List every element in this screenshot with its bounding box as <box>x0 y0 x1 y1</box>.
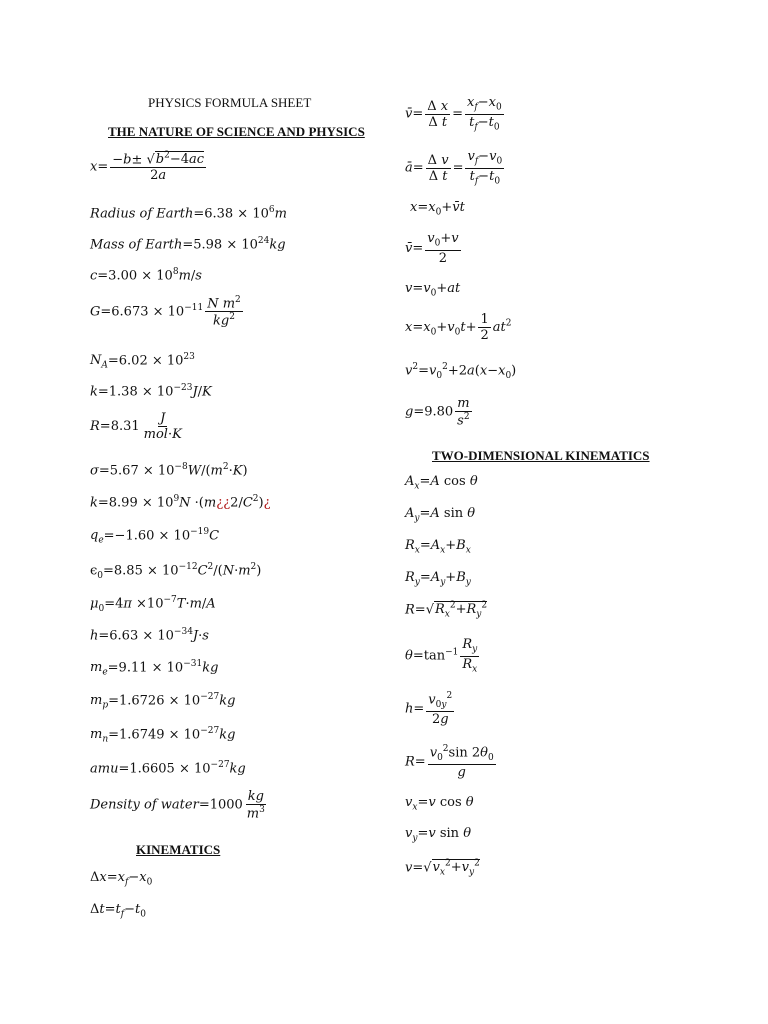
radius-label: Radius of Earth <box>90 206 194 222</box>
vx-component: $v_x=v$ cos θ <box>405 795 474 813</box>
atomic-mass-unit: $amu=1.6605 \times 10^{-27}kg$ <box>90 760 246 777</box>
velocity-at: $v=v_0+at$ <box>405 281 461 299</box>
mass-label: Mass of Earth <box>90 237 183 253</box>
ax-component: $A_x=A$ cos θ <box>405 474 478 492</box>
ay-component: $A_y=A$ sin θ <box>405 506 476 524</box>
rx-sum: $R_x=A_x+B_x$ <box>405 538 471 556</box>
neutron-mass: $m_n=1.6749 \times 10^{-27}kg$ <box>90 726 236 745</box>
gravity-acceleration: g=9.80 $\frac{m}{s^2}$ <box>405 396 470 429</box>
coulomb-constant: $k=8.99 \times 10^9N$ $\cdot(m¿¿2/C^2)¿$ <box>90 494 271 511</box>
position-vt: $x=x_0+v̄t$ <box>410 200 465 218</box>
page-title: PHYSICS FORMULA SHEET <box>148 95 312 110</box>
resultant-magnitude: $R=√R_x^2+R_y^2$ <box>405 601 488 620</box>
permeability: $\mu_0=4\pi \times 10^{-7}T\cdot m/A$ <box>90 595 216 614</box>
speed-of-light: $c=3.00 \times 10^8m/s$ <box>90 267 202 284</box>
range: R= $\frac{v_0^2\sin 2\theta_0}{g}$ <box>405 744 494 780</box>
gravitational-constant: $G=6.673 \times 10^{-11}$ $\frac{N m^2}{kg^2}$ <box>90 295 241 329</box>
heading-kinematics: KINEMATICS <box>136 842 221 857</box>
quadratic-formula: x= $\frac{-b\pm √b^2-4ac}{2a}$ <box>90 151 205 184</box>
avg-velocity-mean: v̄= $\frac{v_0+v}{2}$ <box>405 231 459 266</box>
boltzmann-constant: $k=1.38 \times 10^{-23}J/K$ <box>90 383 212 400</box>
electron-charge: $q_e=-1.60 \times 10^{-19}C$ <box>90 527 220 546</box>
displacement: $\Delta x=x_f-x_0$ <box>90 870 153 888</box>
resultant-angle: $\theta=\tan^{-1}$ $\frac{R_y}{R_x}$ <box>405 637 478 675</box>
avg-velocity: v̄= $\frac{\text{Δ x}}{\text{Δ t}}$ = $\frac{x_f-x_0}{t_f-t_0}$ <box>405 95 502 133</box>
position-quadratic: $x=x_0+v_0t+$ $\frac{1}{2}$ $at^2$ <box>405 312 512 343</box>
ry-sum: $R_y=A_y+B_y$ <box>405 570 471 588</box>
vy-component: $v_y=v$ sin θ <box>405 826 472 844</box>
permittivity: $\epsilon_0=8.85 \times 10^{-12}C^2/(N\cdot m^2)$ <box>90 562 262 581</box>
max-height: h= $\frac{v_{0y}^2}{2g}$ <box>405 691 453 727</box>
heading-nature-of-science: THE NATURE OF SCIENCE AND PHYSICS <box>108 124 365 139</box>
gas-constant: R=8.31 $\frac{J}{\text{mol·K}}$ <box>90 411 182 442</box>
electron-mass: $m_e=9.11 \times 10^{-31}kg$ <box>90 659 219 678</box>
density-of-water: Density of water=1000 $\frac{kg}{m^3}$ <box>90 789 265 822</box>
proton-mass: $m_p=1.6726 \times 10^{-27}kg$ <box>90 692 236 711</box>
mass-of-earth: Mass of Earth=5.98 × $10^{24}kg$ <box>90 236 286 253</box>
heading-two-dimensional-kinematics: TWO-DIMENSIONAL KINEMATICS <box>432 448 650 463</box>
stefan-boltzmann: $\sigma=5.67 \times 10^{-8}W/(m^2\cdot K)$ <box>90 462 248 479</box>
avg-acceleration: ā= $\frac{\text{Δ v}}{\text{Δ t}}$ = $\frac{v_f-v_0}{t_f-t_0}$ <box>405 149 503 187</box>
velocity-squared: $v^2=v_0^2+2a(x-x_0)$ <box>405 362 517 381</box>
avogadro-number: $N_A=6.02 \times 10^{23}$ <box>90 352 195 371</box>
velocity-magnitude: $v=√v_x^2+v_y^2$ <box>405 859 480 878</box>
time-interval: $\Delta t=t_f-t_0$ <box>90 902 146 920</box>
radius-of-earth: Radius of Earth=6.38 × $10^6m$ <box>90 205 287 222</box>
planck-constant: $h=6.63 \times 10^{-34}J\cdot s$ <box>90 627 209 644</box>
